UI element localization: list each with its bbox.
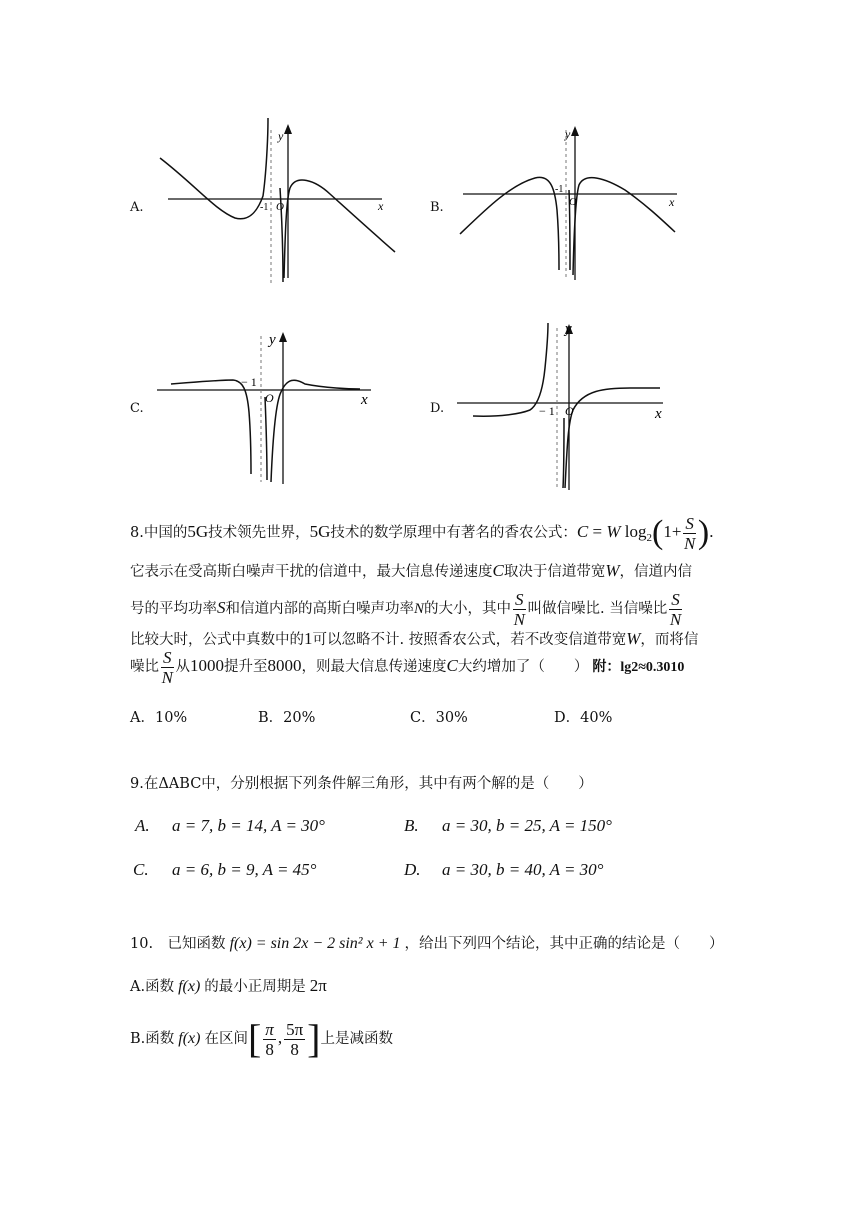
formula-c: C	[576, 522, 589, 541]
q8-line-4: 比较大时，公式中真数中的1可以忽略不计. 按照香农公式，若不改变信道带宽W，而将信	[130, 629, 699, 648]
q8-line-5: 噪比 $\frac{S}{N}$ 从1000提升至8000，则最大信息传递速度C大约增加了（ ） 附：lg2≈0.3010	[130, 647, 685, 687]
q9-option-c-label: C.	[133, 860, 149, 879]
q9-option-b-label: B.	[404, 816, 419, 835]
graph-a-label: A.	[130, 200, 144, 215]
q9-option-d-expr: a = 30, b = 40, A = 30°	[442, 860, 604, 879]
graph-c	[155, 322, 380, 487]
q9-option-d-label: D.	[404, 860, 421, 879]
graph-d-label: D.	[430, 401, 445, 416]
q9-stem: 9.在ΔABC中，分别根据下列条件解三角形，其中有两个解的是（ ）	[130, 776, 593, 792]
q8-option-c: C．30%	[410, 710, 468, 726]
q8-line-3: 号的平均功率S和信道内部的高斯白噪声功率N的大小，其中 $\frac{S}{N}$ 叫做信噪比. 当信噪比 $\frac{S}{N}$	[130, 589, 682, 629]
graph-d-y-label: y	[565, 321, 572, 337]
q10-formula: f(x) = sin 2x − 2 sin² x + 1	[229, 935, 401, 952]
q10-stem: 10. 已知函数 f(x) = sin 2x − 2 sin² x + 1 ，给出下列四个结论，其中正确的结论是（ ）	[130, 935, 724, 952]
graph-d	[455, 318, 670, 493]
q9-option-a-label: A.	[135, 816, 150, 835]
q10-option-a: A.函数 f(x) 的最小正周期是 2π	[130, 976, 327, 995]
q8-line-2: 它表示在受高斯白噪声干扰的信道中，最大信息传递速度C取决于信道带宽W，信道内信	[130, 561, 693, 580]
q8-option-d: D．40%	[554, 710, 613, 726]
graph-d-minus-one-label: − 1	[539, 404, 555, 418]
q9-option-a-expr: a = 7, b = 14, A = 30°	[172, 816, 325, 835]
graph-c-y-label: y	[269, 332, 276, 348]
q8-option-a: A．10%	[130, 710, 188, 726]
graph-a-x-label: x	[378, 199, 384, 213]
graph-b-minus-one-label: -1	[555, 184, 564, 195]
graph-b-origin-label: O	[569, 196, 577, 208]
q10-option-b: B.函数 f(x) 在区间[ $\frac{\pi}{8}$ , $\frac{5\pi}{8}$ ]上是减函数	[130, 1016, 393, 1061]
q8-option-b: B．20%	[258, 710, 316, 726]
graph-b-y-label: y	[565, 127, 571, 141]
graph-c-x-label: x	[361, 392, 368, 408]
q8-note: 附：lg2≈0.3010	[592, 660, 685, 675]
graph-b-x-label: x	[669, 195, 675, 209]
graph-b-label: B.	[430, 200, 444, 215]
graph-a-minus-one-label: -1	[260, 202, 269, 213]
q9-option-c-expr: a = 6, b = 9, A = 45°	[172, 860, 317, 879]
q9-option-b-expr: a = 30, b = 25, A = 150°	[442, 816, 612, 835]
snr-fraction: $\frac{S}{N}$	[684, 513, 696, 553]
graph-c-label: C.	[130, 401, 144, 416]
graph-b	[455, 120, 685, 280]
graph-a-y-label: y	[278, 129, 284, 143]
q8-line-1: 8.中国的5G技术领先世界，5G技术的数学原理中有著名的香农公式：C = W $\log_2(1+$ $\frac{S}{N}$ ).	[130, 513, 714, 553]
graph-a	[150, 110, 400, 290]
graph-a-origin-label: O	[276, 201, 284, 213]
graph-d-origin-label: O	[565, 404, 574, 418]
graph-c-minus-one-label: − 1	[241, 375, 257, 389]
graph-c-origin-label: O	[265, 391, 274, 405]
graph-d-x-label: x	[655, 406, 662, 422]
